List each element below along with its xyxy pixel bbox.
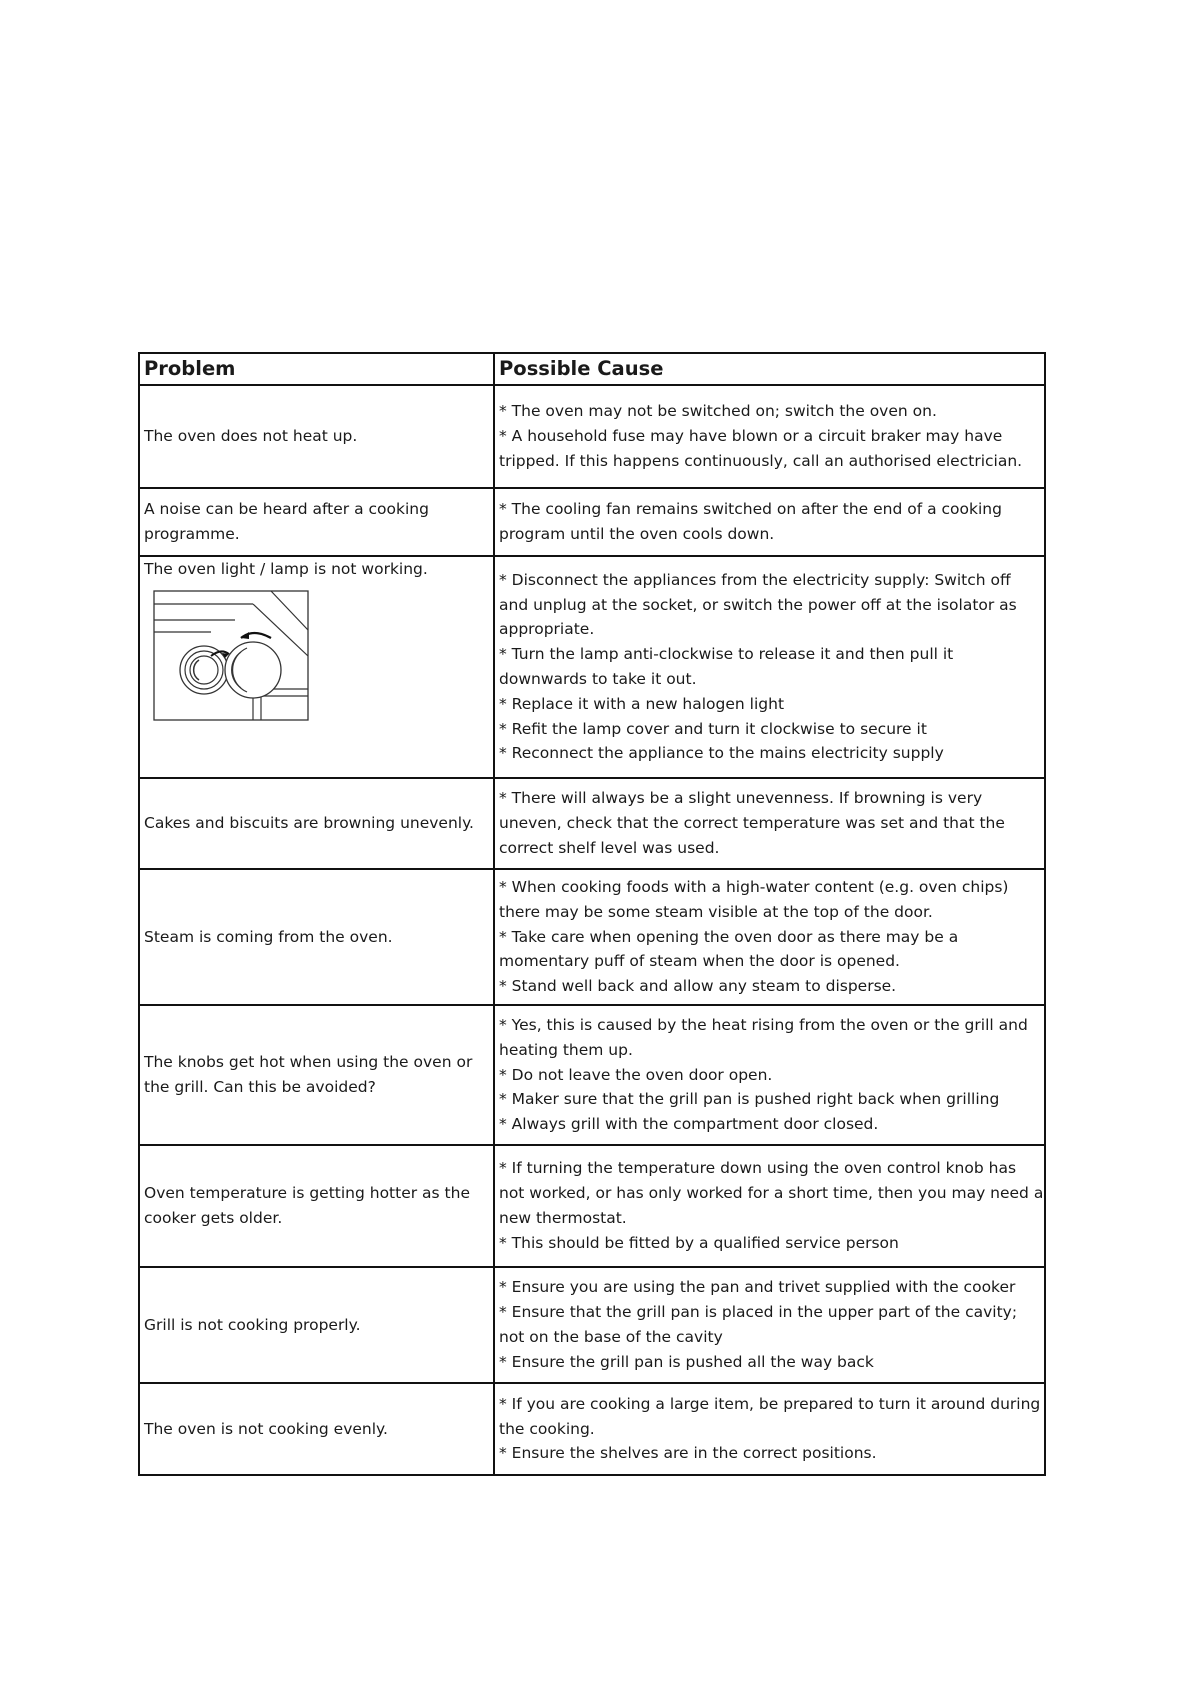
problem-cell: The oven is not cooking evenly. [139, 1383, 494, 1475]
cause-cell [494, 385, 1045, 488]
cause-line: * Ensure the grill pan is pushed all the way back [499, 1352, 874, 1371]
table-row [139, 385, 1045, 488]
table-row [139, 869, 1045, 1005]
cause-line: * This should be fitted by a qualified service person [499, 1233, 899, 1252]
cause-line: * Take care when opening the oven door as there may be a momentary puff of steam when the door is opened. [499, 927, 959, 971]
header-problem: Problem [139, 353, 494, 385]
table-row [139, 1267, 1045, 1383]
cause-cell [494, 1267, 1045, 1383]
cause-line: * If turning the temperature down using the oven control knob has not worked, or has only worked for a short time, then you may need a new thermostat. [499, 1159, 1044, 1227]
table-row [139, 488, 1045, 556]
table-row [139, 778, 1045, 869]
cause-line: * If you are cooking a large item, be prepared to turn it around during the cooking. [499, 1394, 1041, 1438]
problem-text: The oven light / lamp is not working. [144, 560, 428, 578]
cause-line: * Do not leave the oven door open. [499, 1065, 773, 1084]
cause-cell [494, 556, 1045, 778]
lamp-replacement-diagram [153, 590, 309, 721]
cause-line: * When cooking foods with a high-water content (e.g. oven chips) there may be some steam visible at the top of the door. [499, 878, 1009, 921]
cause-line: * Turn the lamp anti-clockwise to release it and then pull it downwards to take it out. [499, 645, 954, 688]
cause-line: * Ensure that the grill pan is placed in the upper part of the cavity; not on the base of the cavity [499, 1303, 1018, 1346]
cause-line: * Yes, this is caused by the heat rising from the oven or the grill and heating them up. [499, 1016, 1028, 1059]
cause-line: * Disconnect the appliances from the electricity supply: Switch off and unplug at the socket, or switch the power off at the isolator as appropriate. [499, 570, 1017, 639]
problem-cell: Oven temperature is getting hotter as the cooker gets older. [139, 1145, 494, 1267]
cause-line: * Replace it with a new halogen light [499, 694, 785, 713]
table-row [139, 1145, 1045, 1267]
problem-cell: Steam is coming from the oven. [139, 869, 494, 1005]
problem-cell: Grill is not cooking properly. [139, 1267, 494, 1383]
problem-cell: Cakes and biscuits are browning unevenly. [139, 778, 494, 869]
cause-cell [494, 1383, 1045, 1475]
cause-cell [494, 488, 1045, 556]
problem-cell: A noise can be heard after a cooking programme. [139, 488, 494, 556]
cause-line: * Refit the lamp cover and turn it clockwise to secure it [499, 719, 927, 738]
cause-line: * Ensure you are using the pan and trivet supplied with the cooker [499, 1278, 1016, 1297]
cause-line: * The cooling fan remains switched on after the end of a cooking program until the oven cools down. [499, 500, 1002, 543]
table-row [139, 556, 1045, 778]
cause-line: * Stand well back and allow any steam to disperse. [499, 977, 897, 996]
cause-line: * Ensure the shelves are in the correct positions. [499, 1444, 877, 1463]
cause-line: * There will always be a slight unevenness. If browning is very uneven, check that the correct temperature was set and that the correct shelf level was used. [499, 789, 1005, 857]
problem-cell: The oven does not heat up. [139, 385, 494, 488]
table-header-row [139, 353, 1045, 385]
table-row [139, 1005, 1045, 1145]
cause-line: * A household fuse may have blown or a circuit braker may have tripped. If this happens continuously, call an authorised electrician. [499, 427, 1023, 470]
cause-line: * The oven may not be switched on; switch the oven on. [499, 402, 937, 421]
cause-cell [494, 869, 1045, 1005]
cause-cell [494, 1145, 1045, 1267]
cause-line: * Reconnect the appliance to the mains electricity supply [499, 744, 944, 763]
header-possible-cause: Possible Cause [494, 353, 1045, 385]
table-row [139, 1383, 1045, 1475]
cause-line: * Always grill with the compartment door closed. [499, 1115, 879, 1134]
cause-line: * Maker sure that the grill pan is pushed right back when grilling [499, 1090, 1000, 1109]
cause-cell [494, 1005, 1045, 1145]
cause-cell [494, 778, 1045, 869]
problem-cell [139, 556, 494, 778]
problem-cell: The knobs get hot when using the oven or the grill. Can this be avoided? [139, 1005, 494, 1145]
troubleshooting-table [138, 352, 1046, 1476]
